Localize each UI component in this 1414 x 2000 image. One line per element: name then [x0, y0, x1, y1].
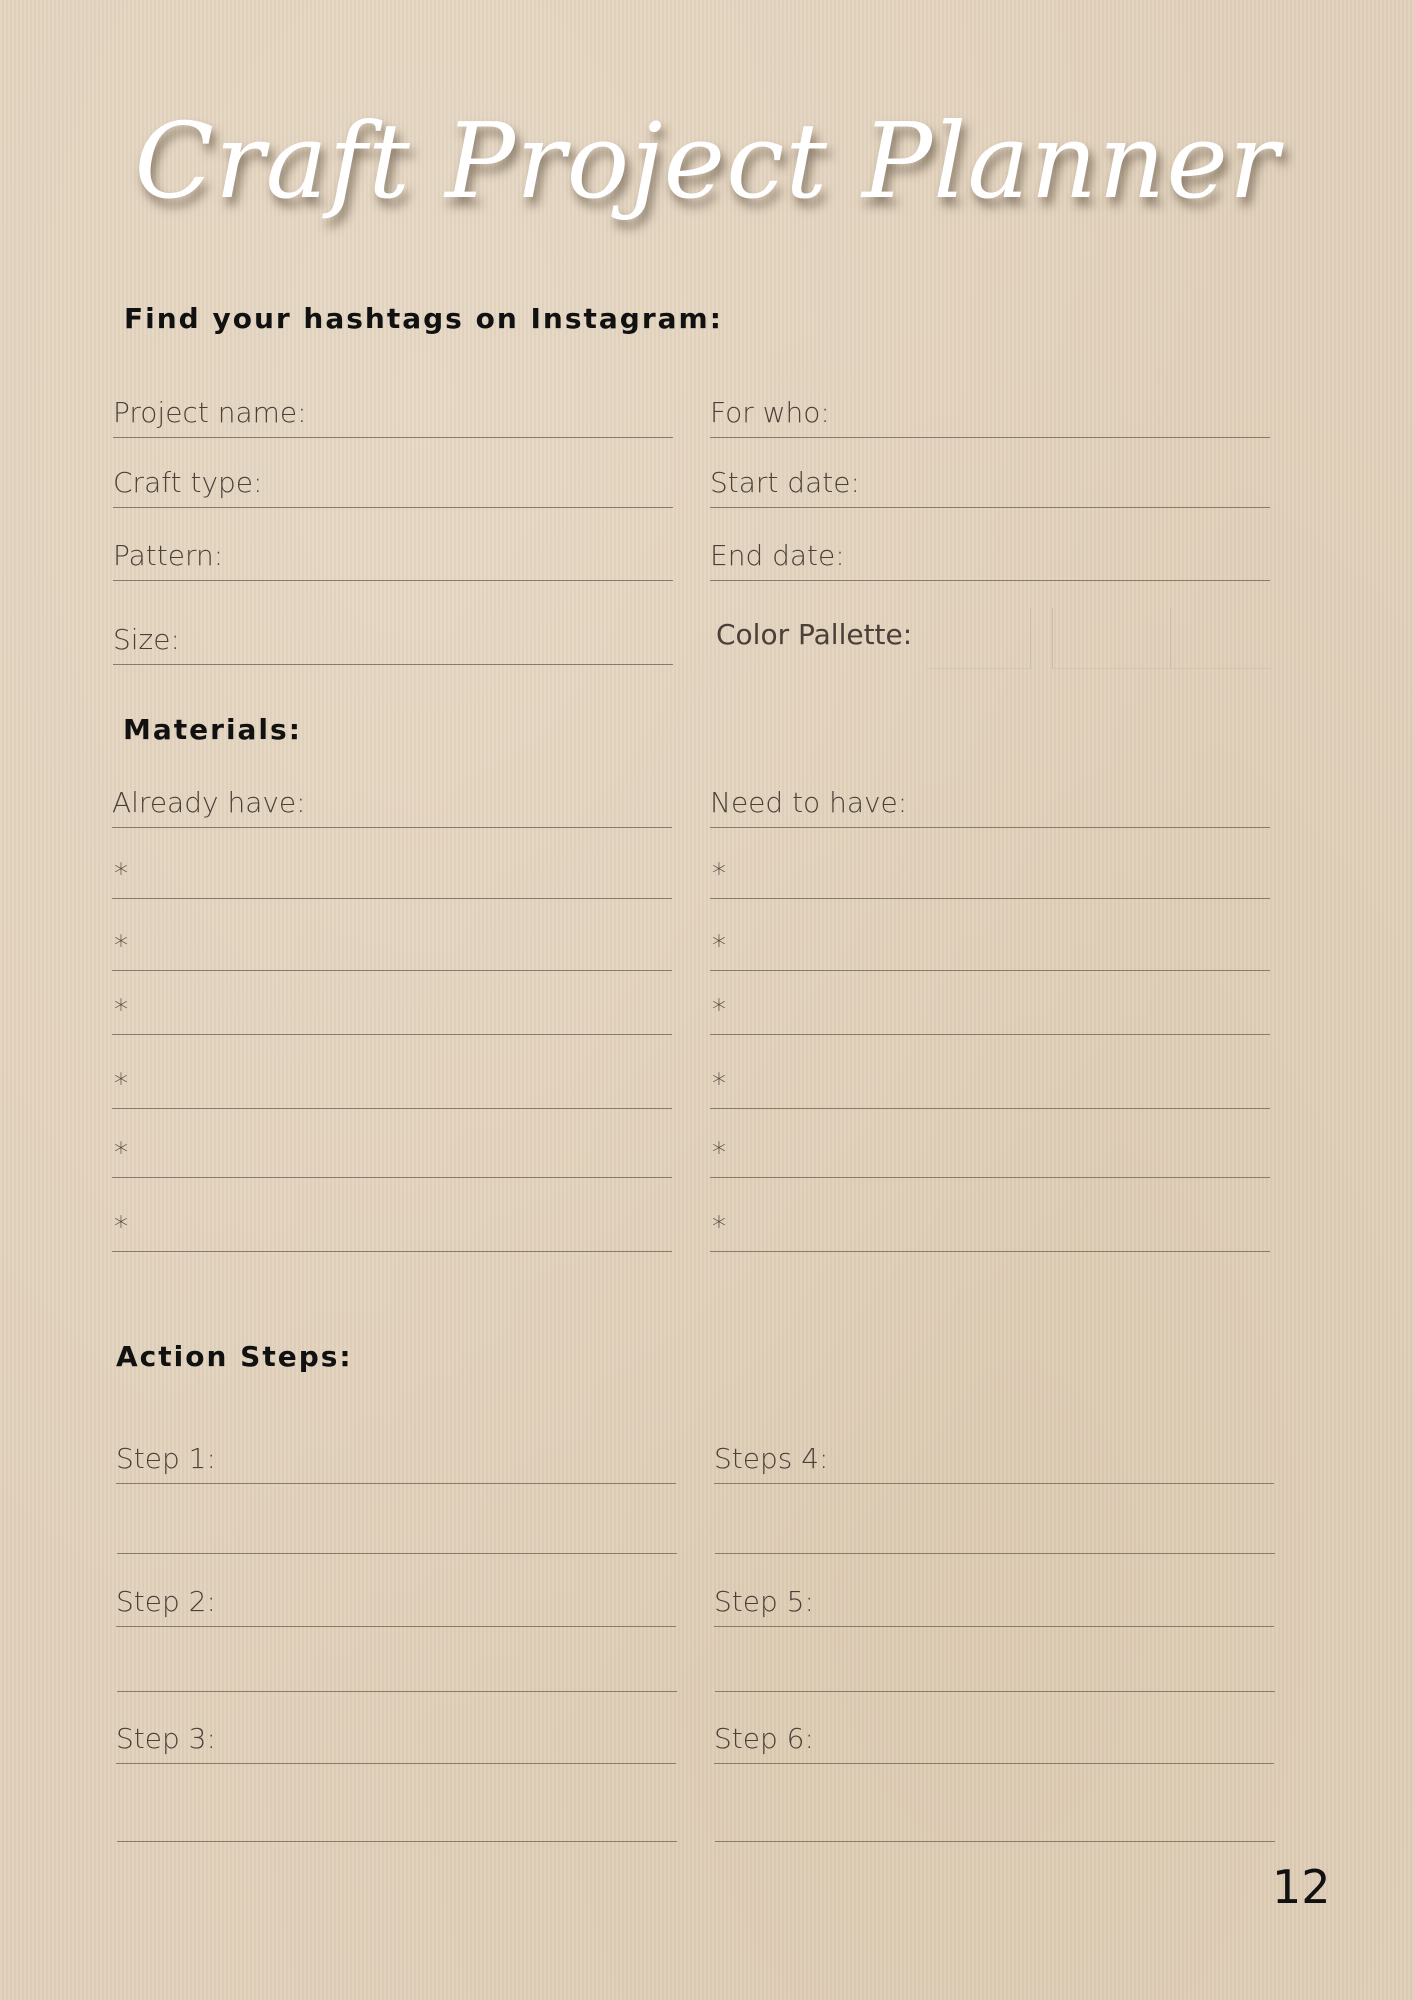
step-3-extra-line[interactable] — [117, 1801, 677, 1842]
page-title: Craft Project Planner — [134, 100, 1280, 222]
project-name-field[interactable]: Project name: — [113, 397, 673, 438]
for-who-field[interactable]: For who: — [710, 397, 1270, 438]
start-date-field[interactable]: Start date: — [710, 467, 1270, 508]
hashtags-heading: Find your hashtags on Instagram: — [124, 302, 723, 335]
color-swatch[interactable] — [1170, 608, 1270, 669]
step-3-field[interactable]: Step 3: — [116, 1723, 676, 1764]
color-swatch[interactable] — [1052, 608, 1171, 669]
need-to-have-item[interactable]: * — [710, 858, 1270, 899]
step-5-extra-line[interactable] — [715, 1651, 1275, 1692]
step-1-extra-line[interactable] — [117, 1513, 677, 1554]
step-2-extra-line[interactable] — [117, 1651, 677, 1692]
color-palette-label: Color Pallette: — [716, 618, 913, 651]
need-to-have-item[interactable]: * — [710, 1068, 1270, 1109]
color-swatch[interactable] — [927, 608, 1031, 669]
need-to-have-item[interactable]: * — [710, 1211, 1270, 1252]
already-have-item[interactable]: * — [112, 1068, 672, 1109]
already-have-item[interactable]: * — [112, 930, 672, 971]
already-have-header: Already have: — [112, 787, 672, 828]
page-number: 12 — [1272, 1860, 1331, 1914]
already-have-item[interactable]: * — [112, 858, 672, 899]
step-1-field[interactable]: Step 1: — [116, 1443, 676, 1484]
already-have-item[interactable]: * — [112, 1211, 672, 1252]
already-have-item[interactable]: * — [112, 1137, 672, 1178]
need-to-have-item[interactable]: * — [710, 994, 1270, 1035]
step-2-field[interactable]: Step 2: — [116, 1586, 676, 1627]
step-6-field[interactable]: Step 6: — [714, 1723, 1274, 1764]
craft-type-field[interactable]: Craft type: — [113, 467, 673, 508]
end-date-field[interactable]: End date: — [710, 540, 1270, 581]
need-to-have-item[interactable]: * — [710, 930, 1270, 971]
step-4-extra-line[interactable] — [715, 1513, 1275, 1554]
need-to-have-item[interactable]: * — [710, 1137, 1270, 1178]
pattern-field[interactable]: Pattern: — [113, 540, 673, 581]
size-field[interactable]: Size: — [113, 624, 673, 665]
step-5-field[interactable]: Step 5: — [714, 1586, 1274, 1627]
step-6-extra-line[interactable] — [715, 1801, 1275, 1842]
materials-heading: Materials: — [123, 713, 302, 746]
step-4-field[interactable]: Steps 4: — [714, 1443, 1274, 1484]
already-have-item[interactable]: * — [112, 994, 672, 1035]
action-steps-heading: Action Steps: — [116, 1340, 353, 1373]
need-to-have-header: Need to have: — [710, 787, 1270, 828]
